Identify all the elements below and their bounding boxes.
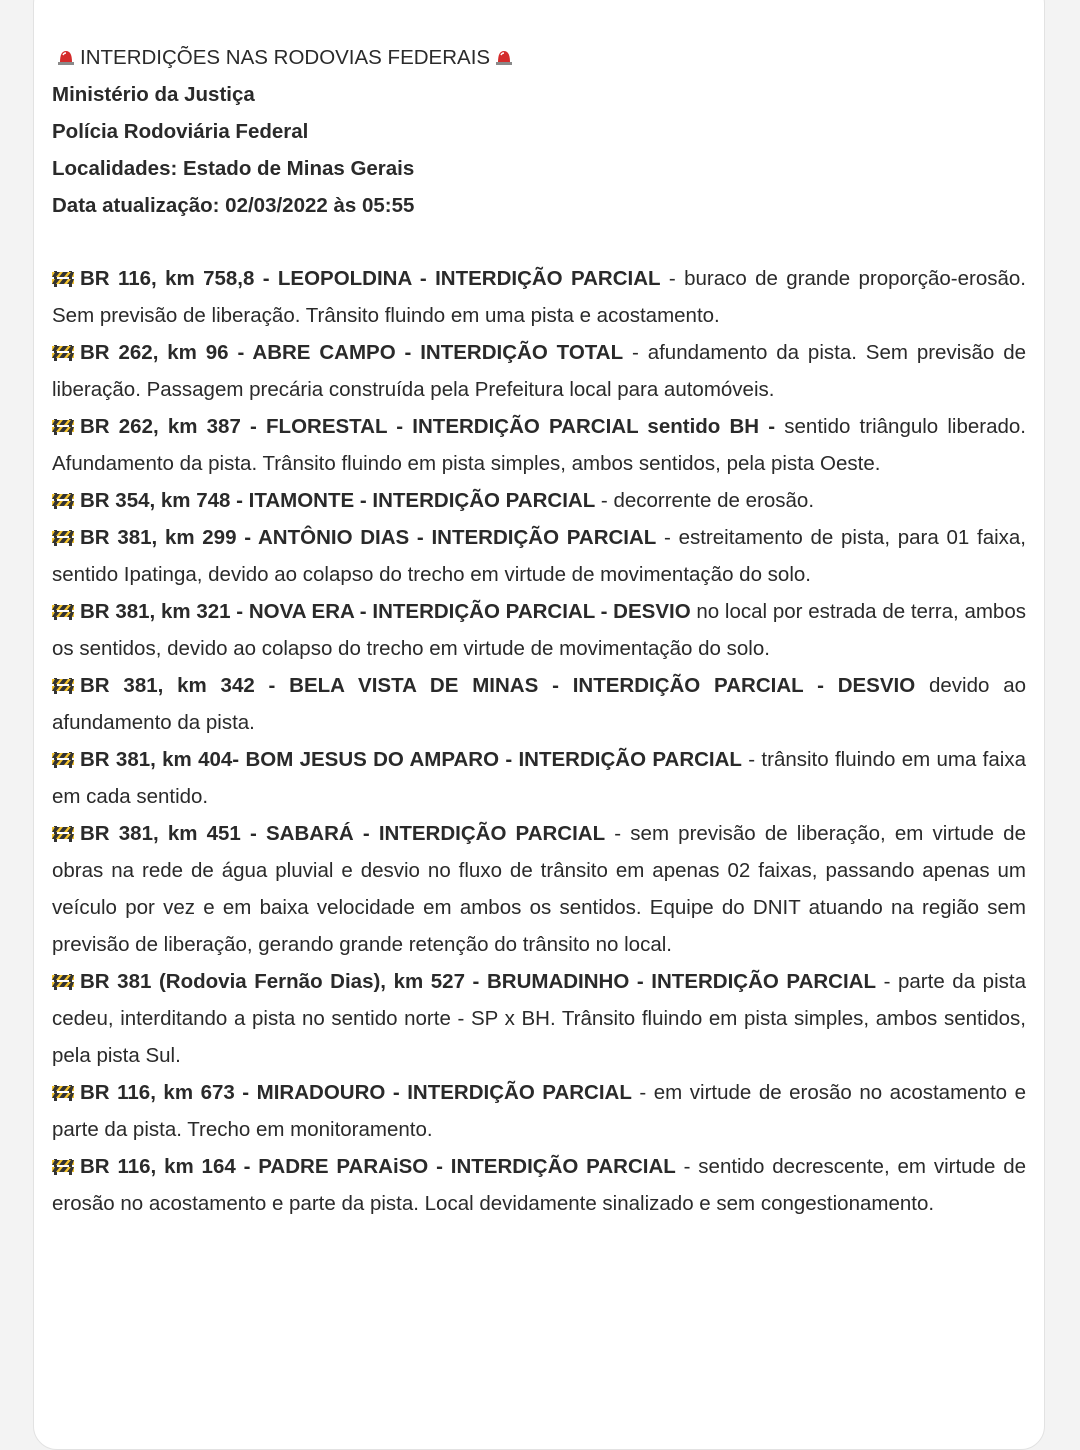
item-detail: - afundamento da pista. Sem previsão de liberação. Passagem precária construída pela Prefeitura local para automóveis.: [52, 341, 1026, 401]
message-card: [33, 0, 1045, 1450]
interdiction-item: [52, 334, 1026, 408]
item-headline: BR 381, km 321 - NOVA ERA - INTERDIÇÃO PARCIAL - DESVIO: [80, 600, 691, 623]
ministry-line: Ministério da Justiça: [52, 83, 255, 106]
construction-barrier-icon: [52, 1156, 74, 1176]
construction-barrier-icon: [52, 971, 74, 991]
item-headline: BR 381, km 299 - ANTÔNIO DIAS - INTERDIÇÃO PARCIAL: [80, 526, 657, 549]
item-headline: BR 116, km 164 - PADRE PARAiSO - INTERDIÇÃO PARCIAL: [80, 1155, 676, 1178]
interdiction-list: [52, 260, 1026, 1222]
police-siren-icon: [56, 48, 76, 66]
interdiction-item: [52, 482, 1026, 519]
item-headline: BR 381, km 342 - BELA VISTA DE MINAS - INTERDIÇÃO PARCIAL - DESVIO: [80, 674, 916, 697]
interdiction-item: [52, 963, 1026, 1074]
item-detail: - sentido decrescente, em virtude de erosão no acostamento e parte da pista. Local devidamente sinalizado e sem congestionamento.: [52, 1155, 1026, 1215]
construction-barrier-icon: [52, 490, 74, 510]
agency-line: Polícia Rodoviária Federal: [52, 120, 309, 143]
item-detail: - decorrente de erosão.: [595, 489, 815, 512]
item-detail: devido ao afundamento da pista.: [52, 674, 1026, 734]
item-detail: - estreitamento de pista, para 01 faixa, sentido Ipatinga, devido ao colapso do trecho em virtude de movimentação do solo.: [52, 526, 1026, 586]
item-headline: BR 116, km 758,8 - LEOPOLDINA - INTERDIÇÃO PARCIAL: [80, 267, 661, 290]
page-title: INTERDIÇÕES NAS RODOVIAS FEDERAIS: [80, 46, 491, 69]
construction-barrier-icon: [52, 823, 74, 843]
locality-line: Localidades: Estado de Minas Gerais: [52, 157, 415, 180]
construction-barrier-icon: [52, 268, 74, 288]
police-siren-icon: [494, 48, 514, 66]
item-detail: - parte da pista cedeu, interditando a pista no sentido norte - SP x BH. Trânsito fluindo em pista simples, ambos sentidos, pela pista Sul.: [52, 970, 1026, 1067]
interdiction-item: [52, 1074, 1026, 1148]
item-detail: sentido triângulo liberado. Afundamento da pista. Trânsito fluindo em pista simples, ambos sentidos, pela pista Oeste.: [52, 415, 1027, 475]
construction-barrier-icon: [52, 1082, 74, 1102]
construction-barrier-icon: [52, 416, 74, 436]
interdiction-item: [52, 593, 1026, 667]
header-title-line: [52, 39, 1026, 76]
item-detail: - em virtude de erosão no acostamento e parte da pista. Trecho em monitoramento.: [52, 1081, 1026, 1141]
item-detail: - sem previsão de liberação, em virtude de obras na rede de água pluvial e desvio no fluxo de trânsito em apenas 02 faixas, passando apenas um veículo por vez e em baixa velocidade em ambos os sentidos. Equipe do DNIT atuando na região sem previsão de liberação, gerando grande retenção do trânsito no local.: [52, 822, 1026, 956]
construction-barrier-icon: [52, 527, 74, 547]
construction-barrier-icon: [52, 601, 74, 621]
item-headline: BR 354, km 748 - ITAMONTE - INTERDIÇÃO PARCIAL: [80, 489, 596, 512]
item-headline: BR 262, km 387 - FLORESTAL - INTERDIÇÃO PARCIAL sentido BH -: [80, 415, 776, 438]
item-detail: - trânsito fluindo em uma faixa em cada sentido.: [52, 748, 1026, 808]
item-headline: BR 262, km 96 - ABRE CAMPO - INTERDIÇÃO TOTAL: [80, 341, 624, 364]
construction-barrier-icon: [52, 342, 74, 362]
spacer: [52, 224, 1026, 260]
item-headline: BR 116, km 673 - MIRADOURO - INTERDIÇÃO PARCIAL: [80, 1081, 632, 1104]
item-headline: BR 381, km 451 - SABARÁ - INTERDIÇÃO PARCIAL: [80, 822, 606, 845]
interdiction-item: [52, 260, 1026, 334]
interdiction-item: [52, 408, 1026, 482]
interdiction-item: [52, 1148, 1026, 1222]
updated-line: Data atualização: 02/03/2022 às 05:55: [52, 194, 415, 217]
construction-barrier-icon: [52, 675, 74, 695]
item-headline: BR 381, km 404- BOM JESUS DO AMPARO - INTERDIÇÃO PARCIAL: [80, 748, 742, 771]
item-detail: - buraco de grande proporção-erosão. Sem previsão de liberação. Trânsito fluindo em uma pista e acostamento.: [52, 267, 1027, 327]
interdiction-item: [52, 519, 1026, 593]
interdiction-item: [52, 741, 1026, 815]
construction-barrier-icon: [52, 749, 74, 769]
item-headline: BR 381 (Rodovia Fernão Dias), km 527 - BRUMADINHO - INTERDIÇÃO PARCIAL: [80, 970, 877, 993]
interdiction-item: [52, 667, 1026, 741]
interdiction-item: [52, 815, 1026, 963]
item-detail: no local por estrada de terra, ambos os sentidos, devido ao colapso do trecho em virtude de movimentação do solo.: [52, 600, 1026, 660]
